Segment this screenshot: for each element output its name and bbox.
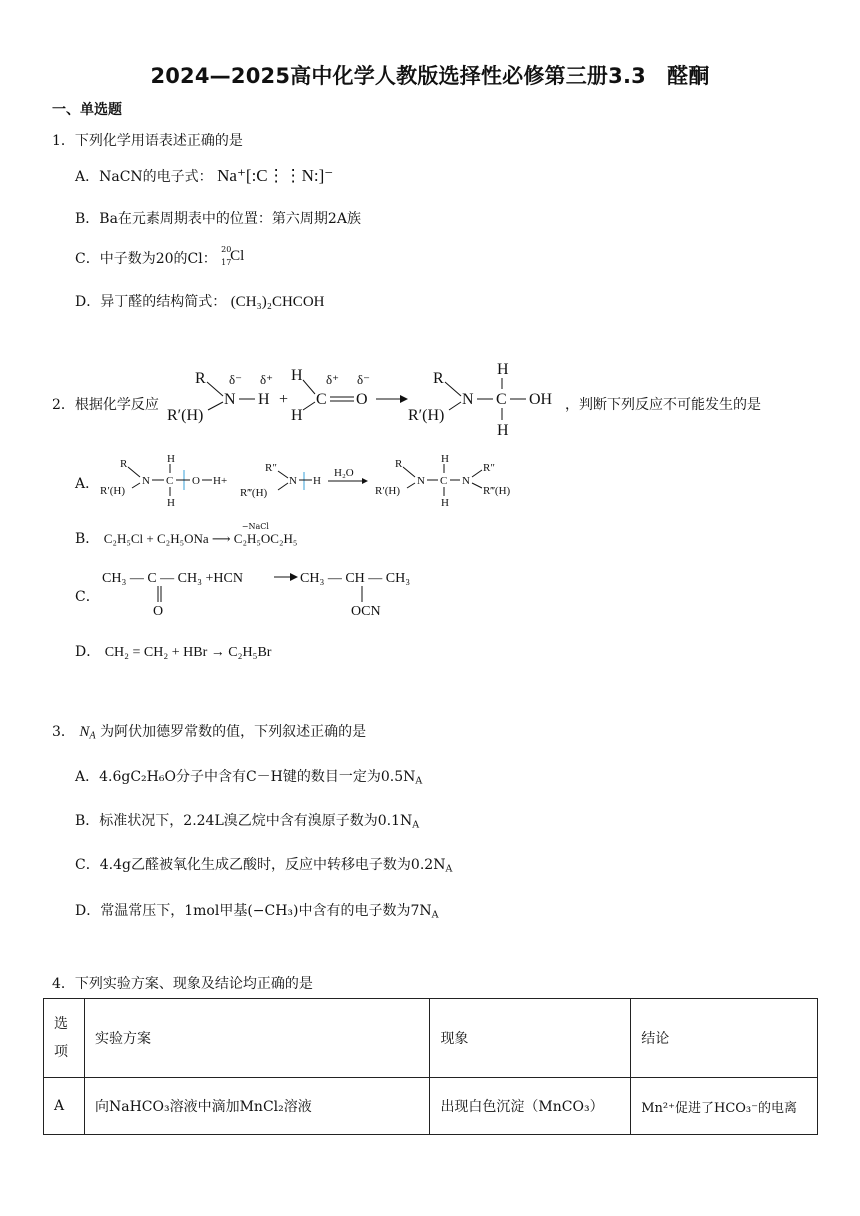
q1-option-a-label: A．NaCN的电子式：	[75, 169, 213, 185]
q2-option-c-label: C．	[75, 589, 100, 605]
a-c: C	[166, 475, 174, 487]
a-r: R	[120, 458, 128, 470]
q1-stem: 1．下列化学用语表述正确的是	[52, 133, 243, 149]
c-right-ocn: OCN	[351, 604, 381, 618]
q2-option-d-formula: CH₂ = CH₂ + HBr → C₂H₅Br	[104, 645, 272, 660]
q4-table	[43, 998, 818, 1135]
q3-option-b-sub: A	[412, 819, 420, 831]
q2-stem-after: ，判断下列反应不可能发生的是	[565, 397, 761, 413]
a-prod-rpp: R″	[483, 462, 495, 474]
a-prod-n: N	[417, 475, 425, 487]
q3-option-d	[75, 900, 439, 920]
delta-plus-h: δ⁺	[260, 372, 273, 387]
q2-reaction-diagram	[163, 358, 563, 440]
q3-na	[79, 724, 95, 740]
h-bottom: H	[291, 407, 303, 424]
rp-label: R′(H)	[167, 407, 204, 424]
q2-option-c-diagram	[100, 564, 430, 618]
q4-table-header-row	[44, 999, 818, 1078]
q1-option-c-atomic: 17	[221, 258, 232, 267]
q2-option-d-label: D．	[75, 644, 101, 660]
q2-option-b-over-arrow: −NaCl	[241, 522, 269, 531]
q1-option-c-symbol: Cl	[230, 248, 245, 264]
q2-option-b-formula: C₂H₅Cl + C₂H₅ONa ⟶ C₂H₅OC₂H₅	[103, 531, 298, 546]
page-title: 2024—2025高中化学人教版选择性必修第三册3.3 醛酮	[150, 64, 710, 88]
h-atom: H	[258, 391, 270, 408]
a-water: H₂O	[334, 467, 354, 479]
q3-stem	[52, 721, 366, 742]
q3-option-d-text: D．常温常压下，1mol甲基(−CH₃)中含有的电子数为7N	[75, 903, 432, 919]
product-r: R	[433, 370, 444, 387]
plus-sign: +	[279, 391, 289, 408]
product-oh: OH	[529, 391, 553, 408]
q3-option-c-sub: A	[445, 863, 453, 875]
a-prod-h-top: H	[441, 453, 449, 465]
delta-minus-n: δ⁻	[229, 372, 242, 387]
a-h-bottom: H	[167, 497, 175, 509]
q3-option-b-text: B．标准状况下，2.24L溴乙烷中含有溴原子数为0.1N	[75, 813, 413, 829]
q3-option-a-text: A．4.6gC₂H₆O分子中含有C－H键的数目一定为0.5N	[75, 769, 416, 785]
c-atom: C	[316, 391, 327, 408]
q4-row-a-conclusion: Mn²⁺促进了HCO₃⁻的电离	[631, 1078, 818, 1135]
q3-option-c-text: C．4.4g乙醛被氧化生成乙酸时，反应中转移电子数为0.2N	[75, 857, 446, 873]
q2-stem-before: 2．根据化学反应	[52, 397, 159, 413]
q4-header-conclusion: 结论	[631, 999, 818, 1078]
q1-option-d-formula: (CH₃)₂CHCOH	[230, 294, 325, 310]
a-rp: R′(H)	[100, 485, 126, 497]
product-h-top: H	[497, 361, 509, 378]
a-prod-rp: R′(H)	[375, 485, 401, 497]
a-n: N	[142, 475, 150, 487]
q1-option-a-formula: Na⁺[:C⋮⋮N:]⁻	[217, 166, 334, 185]
q4-stem: 4．下列实验方案、现象及结论均正确的是	[52, 976, 313, 992]
q3-option-a-sub: A	[415, 775, 423, 787]
q1-option-c-label: C．中子数为20的Cl：	[75, 251, 217, 267]
product-rp: R′(H)	[408, 407, 445, 424]
table-row	[44, 1078, 818, 1135]
q2-option-b	[75, 522, 298, 548]
a-prod-rppp: R‴(H)	[483, 485, 511, 497]
c-right-formula: CH₃ — CH — CH₃	[300, 571, 411, 586]
product-n: N	[462, 391, 474, 408]
q3-option-d-sub: A	[431, 909, 439, 921]
a-prod-n2: N	[462, 475, 470, 487]
q4-header-option: 选项	[44, 999, 85, 1078]
q1-option-d-label: D．异丁醛的结构简式：	[75, 294, 227, 310]
q2-option-d	[75, 641, 271, 661]
q1-option-a	[75, 166, 333, 186]
q2-option-b-label: B．	[75, 531, 100, 547]
a-n2: N	[289, 475, 297, 487]
q4-row-a-plan: 向NaHCO₃溶液中滴加MnCl₂溶液	[84, 1078, 429, 1135]
q1-option-c-mass: 20	[221, 245, 232, 254]
delta-minus-o: δ⁻	[357, 372, 370, 387]
delta-plus-c: δ⁺	[326, 372, 339, 387]
q1-option-d	[75, 291, 324, 311]
product-c: C	[496, 391, 507, 408]
q3-option-b	[75, 810, 419, 830]
section-heading: 一、单选题	[52, 102, 122, 118]
a-prod-c: C	[440, 475, 448, 487]
c-left-o: O	[153, 604, 164, 618]
q4-row-a-option: A	[44, 1078, 85, 1135]
c-left-formula: CH₃ — C — CH₃ +HCN	[102, 571, 243, 586]
q2-option-a-diagram	[100, 450, 530, 510]
q3-na-sub: A	[89, 730, 96, 742]
q1-option-c	[75, 245, 251, 269]
a-h2: H	[313, 475, 321, 487]
a-prod-h-bottom: H	[441, 497, 449, 509]
product-h-bottom: H	[497, 422, 509, 439]
a-rpp: R″	[265, 462, 277, 474]
q1-option-b: B．Ba在元素周期表中的位置：第六周期2A族	[75, 211, 361, 227]
q1-option-c-nuclide	[221, 245, 251, 269]
q2-option-b-equation	[103, 522, 298, 547]
a-rppp: R‴(H)	[240, 487, 268, 499]
q4-row-a-phenomenon: 出现白色沉淀（MnCO₃）	[430, 1078, 631, 1135]
q3-option-a	[75, 766, 422, 786]
q4-header-phenomenon: 现象	[430, 999, 631, 1078]
q2-option-a-label: A．	[75, 476, 100, 492]
a-prod-r: R	[395, 458, 403, 470]
o-atom: O	[356, 391, 368, 408]
q3-na-symbol: N	[79, 724, 90, 740]
r-label: R	[195, 370, 206, 387]
a-oh: O	[192, 475, 200, 487]
a-h-plus: H+	[213, 475, 228, 487]
q3-number: 3．	[52, 724, 75, 740]
q3-stem-rest: 为阿伏加德罗常数的值，下列叙述正确的是	[100, 724, 367, 740]
q3-option-c	[75, 854, 452, 874]
h-top: H	[291, 367, 303, 384]
n-atom: N	[224, 391, 236, 408]
a-h-top: H	[167, 453, 175, 465]
q4-header-plan: 实验方案	[84, 999, 429, 1078]
